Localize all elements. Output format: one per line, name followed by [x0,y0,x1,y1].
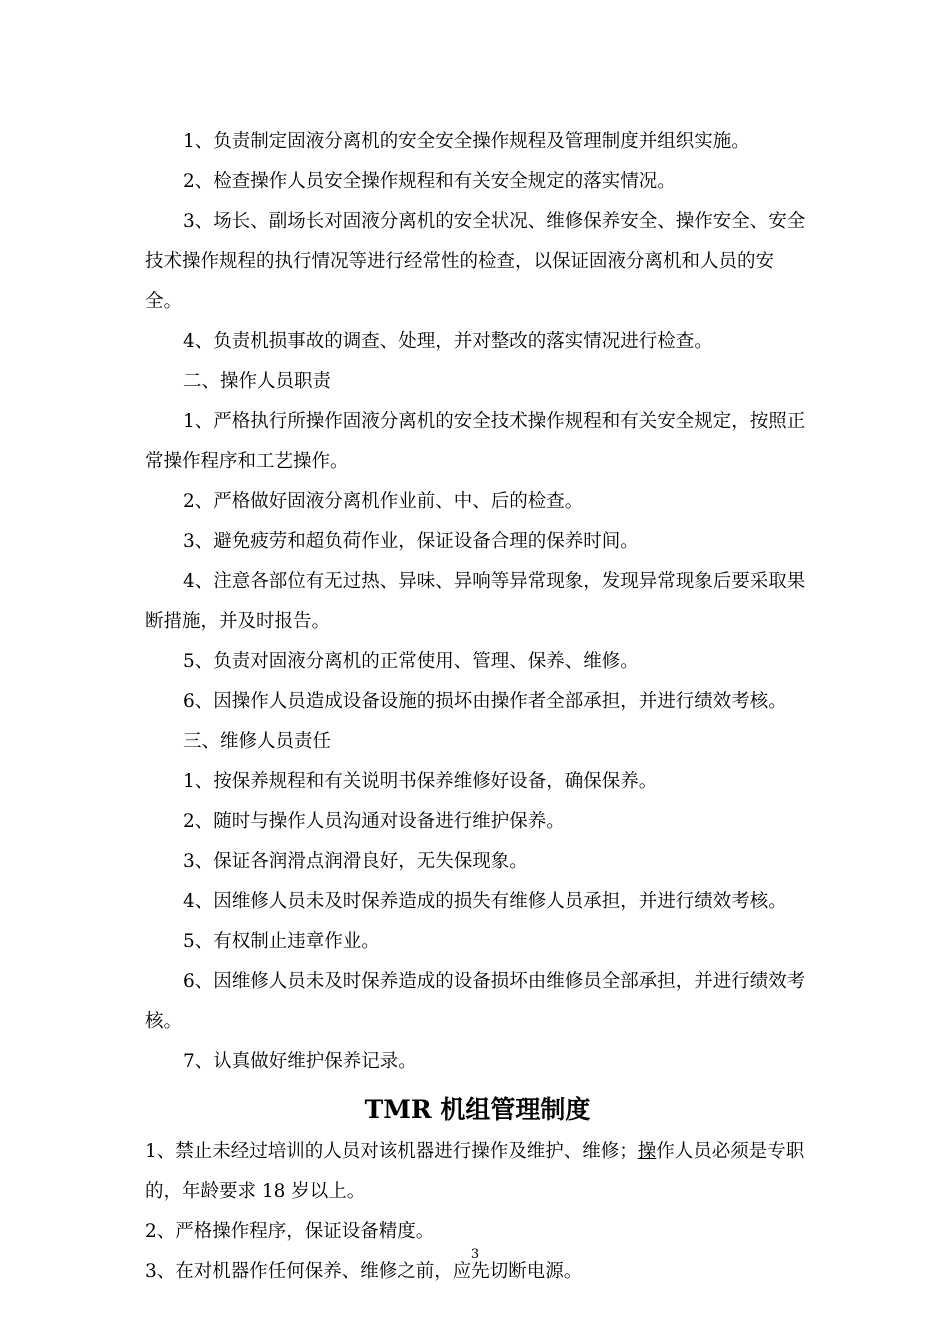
paragraph-maintenance-4: 4、因维修人员未及时保养造成的损失有维修人员承担，并进行绩效考核。 [183,891,787,912]
paragraph-operator-2: 2、严格做好固液分离机作业前、中、后的检查。 [183,491,584,512]
paragraph-3: 3、场长、副场长对固液分离机的安全状况、维修保养安全、操作安全、安全技术操作规程的执行情况等进行经常性的检查，以保证固液分离机和人员的安全。 [145,211,806,312]
paragraph-maintenance-2: 2、随时与操作人员沟通对设备进行维护保养。 [183,811,565,832]
tmr-item-3: 3、在对机器作任何保养、维修之前，应先切断电源。 [145,1261,583,1282]
tmr-item-1-underlined: 操 [637,1141,657,1162]
paragraph-maintenance-3: 3、保证各润滑点润滑良好，无失保现象。 [183,851,528,872]
page-number: 3 [470,1247,480,1262]
paragraph-4: 4、负责机损事故的调查、处理，并对整改的落实情况进行检查。 [183,331,713,352]
paragraph-operator-3: 3、避免疲劳和超负荷作业，保证设备合理的保养时间。 [183,531,639,552]
tmr-section-title: TMR 机组管理制度 [364,1095,591,1124]
paragraph-maintenance-6: 6、因维修人员未及时保养造成的设备损坏由维修员全部承担，并进行绩效考核。 [145,971,806,1032]
paragraph-operator-5: 5、负责对固液分离机的正常使用、管理、保养、维修。 [183,651,639,672]
tmr-item-1 [145,1132,810,1212]
paragraph-maintenance-1: 1、按保养规程和有关说明书保养维修好设备，确保保养。 [183,771,658,792]
paragraph-2: 2、检查操作人员安全操作规程和有关安全规定的落实情况。 [183,171,676,192]
paragraph-maintenance-7: 7、认真做好维护保养记录。 [183,1051,417,1072]
tmr-item-2: 2、严格操作程序，保证设备精度。 [145,1221,435,1242]
tmr-item-1-part-b: 作人员必须是专职的，年龄要求 18 岁以上。 [145,1141,805,1202]
paragraph-operator-1: 1、严格执行所操作固液分离机的安全技术操作规程和有关安全规定，按照正常操作程序和工艺操作。 [145,411,806,472]
paragraph-maintenance-5: 5、有权制止违章作业。 [183,931,380,952]
page-body [145,122,810,1292]
section-heading-operator-duties: 二、操作人员职责 [183,371,332,392]
tmr-item-1-part-a: 1、禁止未经过培训的人员对该机器进行操作及维护、维修； [145,1141,638,1162]
paragraph-1: 1、负责制定固液分离机的安全安全操作规程及管理制度并组织实施。 [183,131,750,152]
paragraph-operator-6: 6、因操作人员造成设备设施的损坏由操作者全部承担，并进行绩效考核。 [183,691,787,712]
section-heading-maintenance-duties: 三、维修人员责任 [183,731,332,752]
paragraph-operator-4: 4、注意各部位有无过热、异味、异响等异常现象，发现异常现象后要采取果断措施，并及时报告。 [145,571,806,632]
